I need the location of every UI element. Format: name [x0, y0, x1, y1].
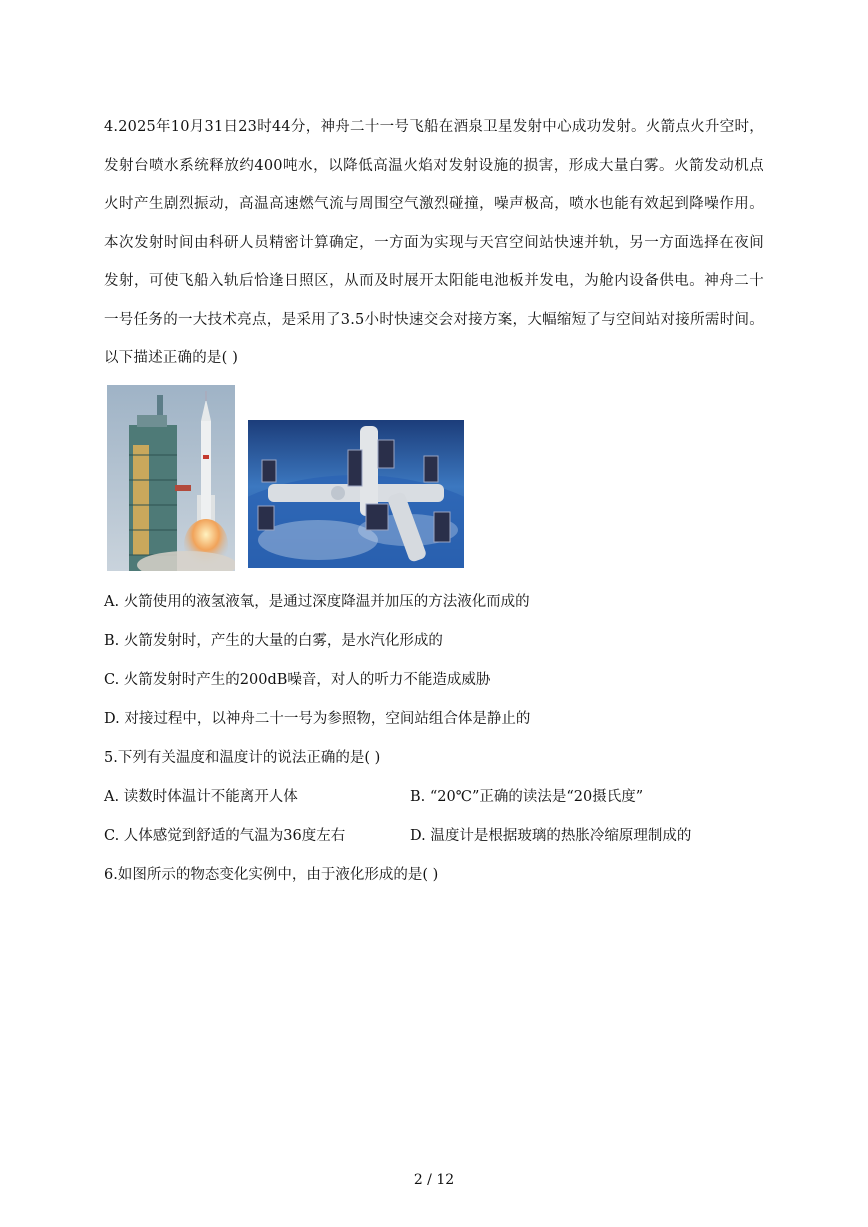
question-5-option-c: C. 人体感觉到舒适的气温为36度左右	[104, 828, 346, 844]
question-5-option-d: D. 温度计是根据玻璃的热胀冷缩原理制成的	[410, 828, 692, 844]
page-number: 2 / 12	[413, 1172, 455, 1188]
question-5-option-a: A. 读数时体温计不能离开人体	[104, 789, 298, 805]
question-4-option-d: D. 对接过程中，以神舟二十一号为参照物，空间站组合体是静止的	[104, 711, 531, 727]
question-5-stem: 5.下列有关温度和温度计的说法正确的是( )	[104, 750, 381, 766]
question-5-option-b: B. “20℃”正确的读法是“20摄氏度”	[410, 789, 644, 805]
question-4-option-c: C. 火箭发射时产生的200dB噪音，对人的听力不能造成威胁	[104, 672, 491, 688]
space-station-photo	[248, 420, 464, 568]
question-6-stem: 6.如图所示的物态变化实例中，由于液化形成的是( )	[104, 867, 439, 883]
question-4-option-b: B. 火箭发射时，产生的大量的白雾，是水汽化形成的	[104, 633, 443, 649]
question-4-option-a: A. 火箭使用的液氢液氧，是通过深度降温并加压的方法液化而成的	[104, 594, 530, 610]
question-4-stem: 4.2025年10月31日23时44分，神舟二十一号飞船在酒泉卫星发射中心成功发射。火箭点火升空时，发射台喷水系统释放约400吨水，以降低高温火焰对发射设施的损害，形成大量白雾。火箭发动机点火时产生剧烈振动，高温高速燃气流与周围空气激烈碰撞，噪声极高，喷水也能有效起到降噪作用。本次发射时间由科研人员精密计算确定，一方面为实现与天宫空间站快速并轨，另一方面选择在夜间发射，可使飞船入轨后恰逢日照区，从而及时展开太阳能电池板并发电，为舱内设备供电。神舟二十一号任务的一大技术亮点，是采用了3.5小时快速交会对接方案，大幅缩短了与空间站对接所需时间。以下描述正确的是( )	[104, 119, 764, 366]
rocket-launch-photo	[107, 385, 235, 571]
